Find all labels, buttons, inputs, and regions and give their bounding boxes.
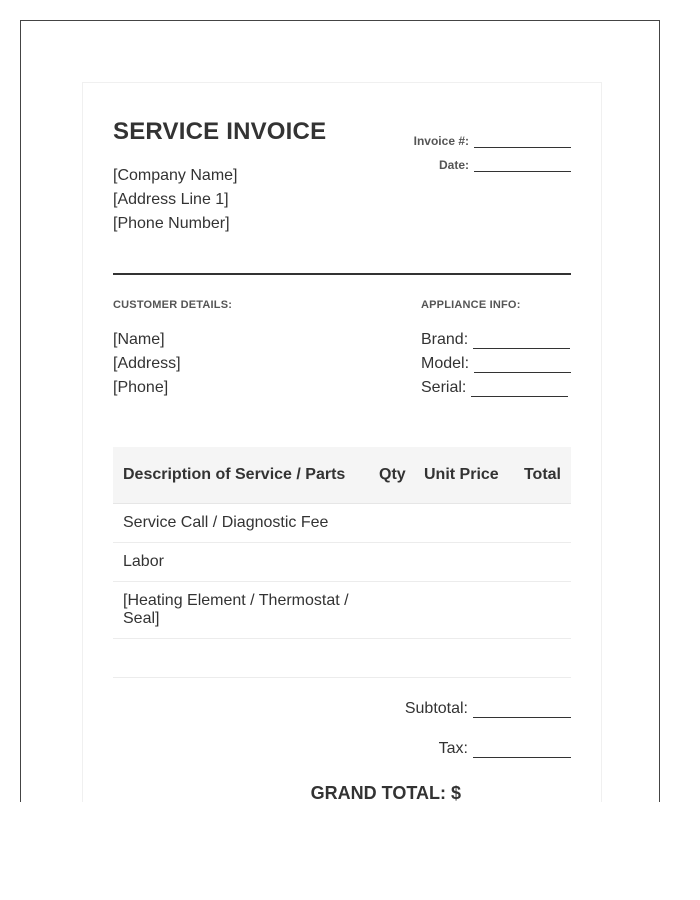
brand-field[interactable] [473, 334, 570, 349]
subtotal-row [405, 700, 571, 718]
row-qty[interactable] [379, 582, 424, 639]
appliance-heading: APPLIANCE INFO: [421, 299, 521, 311]
tax-row [439, 740, 571, 758]
row-unit-price[interactable] [424, 639, 512, 678]
invoice-number-row [414, 134, 571, 148]
row-description[interactable] [113, 639, 379, 678]
table-row [113, 639, 571, 678]
customer-heading: CUSTOMER DETAILS: [113, 299, 233, 311]
brand-row [421, 331, 570, 349]
row-description[interactable]: Service Call / Diagnostic Fee [113, 504, 379, 543]
date-label: Date: [438, 158, 469, 172]
row-unit-price[interactable] [424, 543, 512, 582]
header-description: Description of Service / Parts [113, 447, 379, 504]
row-total[interactable] [512, 543, 571, 582]
tax-field[interactable] [473, 742, 571, 758]
row-total[interactable] [512, 582, 571, 639]
subtotal-field[interactable] [473, 702, 571, 718]
grand-total-label: GRAND TOTAL: $ [310, 783, 461, 802]
line-items-table [113, 447, 571, 678]
row-unit-price[interactable] [424, 582, 512, 639]
grand-total-row [311, 783, 571, 802]
customer-phone: [Phone] [113, 379, 169, 396]
company-phone: [Phone Number] [113, 215, 230, 232]
row-description[interactable]: Labor [113, 543, 379, 582]
model-label: Model: [421, 355, 470, 372]
serial-row [421, 379, 568, 397]
row-qty[interactable] [379, 639, 424, 678]
model-row [421, 355, 571, 373]
invoice-title: SERVICE INVOICE [113, 118, 327, 145]
customer-address: [Address] [113, 355, 181, 372]
table-row [113, 582, 571, 639]
serial-field[interactable] [471, 382, 568, 397]
header-unit-price: Unit Price [424, 447, 512, 504]
header-total: Total [512, 447, 571, 504]
header-divider [113, 273, 571, 275]
subtotal-label: Subtotal: [404, 700, 468, 717]
table-row [113, 504, 571, 543]
brand-label: Brand: [421, 331, 469, 348]
tax-label: Tax: [438, 740, 468, 757]
company-name: [Company Name] [113, 167, 238, 184]
invoice-number-field[interactable] [474, 136, 571, 148]
table-header-row [113, 447, 571, 504]
row-description[interactable]: [Heating Element / Thermostat / Seal] [113, 582, 379, 639]
row-total[interactable] [512, 639, 571, 678]
grand-total-field[interactable] [461, 784, 571, 802]
customer-name: [Name] [113, 331, 165, 348]
date-field[interactable] [474, 160, 571, 172]
table-row [113, 543, 571, 582]
row-unit-price[interactable] [424, 504, 512, 543]
row-total[interactable] [512, 504, 571, 543]
invoice-number-label: Invoice #: [413, 134, 469, 148]
invoice-sheet [82, 82, 602, 802]
header-qty: Qty [379, 447, 424, 504]
row-qty[interactable] [379, 543, 424, 582]
document-frame [20, 20, 660, 802]
date-row [439, 158, 571, 172]
row-qty[interactable] [379, 504, 424, 543]
serial-label: Serial: [421, 379, 467, 396]
company-address: [Address Line 1] [113, 191, 229, 208]
model-field[interactable] [474, 358, 571, 373]
